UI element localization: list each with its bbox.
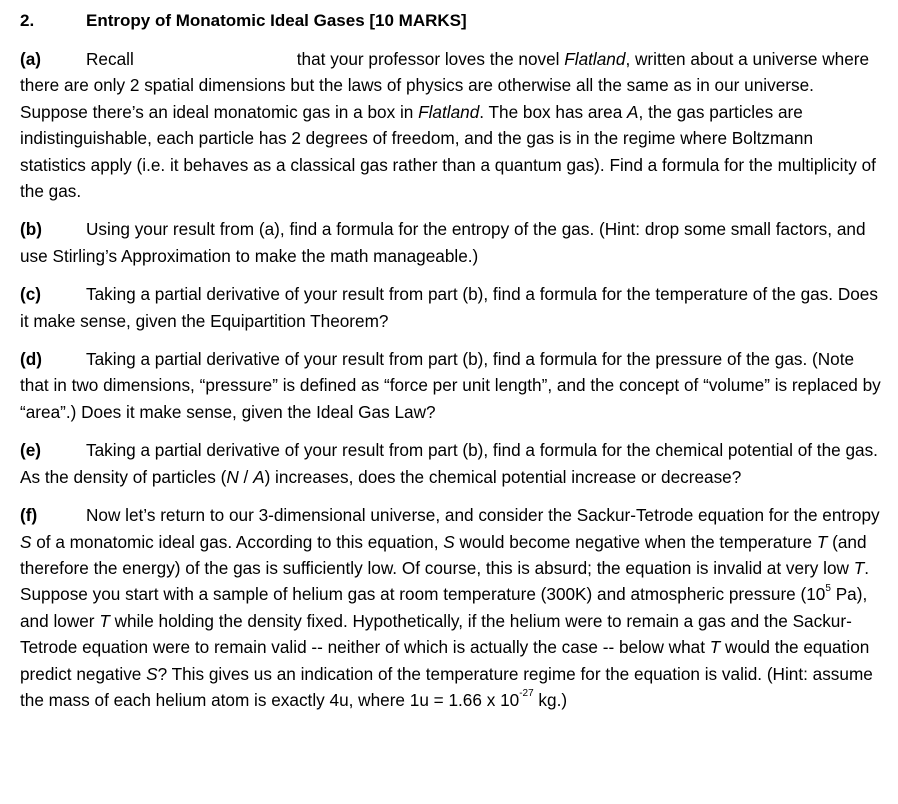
part-f-exponent-5: 5: [825, 582, 831, 594]
part-a-text: , the gas particles are indistinguishable, each particle has 2 degrees of freedom, and the gas is in the regime where Boltzmann statistics apply (i.e. it behaves as a classical gas rather than a quantum gas). Find a formula for the multiplicity of the gas.: [20, 101, 876, 202]
part-e-var-N: N: [226, 466, 239, 487]
part-b-text: Using your result from (a), find a formula for the entropy of the gas. (Hint: drop some small factors, and use Stirling’s Approximation to make the math manageable.): [20, 219, 866, 266]
part-f-var-T: T: [853, 557, 865, 578]
part-f-var-S: S: [146, 663, 158, 684]
part-f-text: ? This gives us an indication of the temperature regime for the equation is valid. (Hint: assume the mass of each helium atom is exactly 4u, where 1u = 1.66 x 10: [20, 663, 873, 710]
part-a-recall: Recall: [86, 49, 134, 69]
part-a-flatland-2: Flatland: [418, 101, 480, 122]
part-f-var-T: T: [99, 610, 110, 631]
part-b-label: (b): [20, 219, 42, 240]
part-b: [20, 216, 882, 269]
part-d-label: (d): [20, 349, 42, 370]
part-e-text: ) increases, does the chemical potential increase or decrease?: [264, 466, 742, 487]
part-e-var-A: A: [253, 466, 265, 487]
part-f-text: Now let’s return to our 3-dimensional universe, and consider the Sackur-Tetrode equation for the entropy: [86, 505, 880, 526]
part-f: [20, 502, 882, 713]
question-heading: [20, 8, 882, 34]
part-e-text: /: [238, 466, 254, 487]
part-a-text: that your professor loves the novel: [296, 49, 565, 69]
part-f-text: while holding the density fixed. Hypothetically, if the helium were to remain a gas and the Sackur-Tetrode equation were to remain valid -- neither of which is actually the case -- below what: [20, 610, 852, 658]
part-c: [20, 281, 882, 334]
part-a-flatland-1: Flatland: [564, 49, 626, 69]
part-e-label: (e): [20, 440, 42, 461]
part-f-text: of a monatomic ideal gas. According to this equation,: [31, 531, 444, 552]
part-c-label: (c): [20, 284, 42, 305]
part-f-text: would the equation predict negative: [20, 637, 870, 684]
part-f-text: kg.): [533, 689, 568, 710]
part-f-var-T: T: [709, 637, 721, 658]
part-f-text: would become negative when the temperature: [454, 531, 817, 552]
part-f-exponent-minus-27: -27: [519, 688, 534, 700]
part-a-var-A: A: [627, 101, 639, 122]
part-c-text: Taking a partial derivative of your result from part (b), find a formula for the temperature of the gas. Does it make sense, given the Equipartition Theorem?: [20, 284, 878, 331]
part-a-text: . The box has area: [479, 101, 628, 122]
part-f-var-S: S: [443, 531, 455, 552]
part-f-var-S: S: [20, 531, 32, 552]
part-f-text: (and therefore the energy) of the gas is sufficiently low. Of course, this is absurd; the equation is invalid at very low: [20, 531, 867, 578]
part-f-text: . Suppose you start with a sample of helium gas at room temperature (300K) and atmospheric pressure (10: [20, 557, 869, 605]
part-d-text: Taking a partial derivative of your result from part (b), find a formula for the pressure of the gas. (Note that in two dimensions, “pressure” is defined as “force per unit length”, and the concept of “volume” is replaced by “area”.) Does it make sense, given the Ideal Gas Law?: [20, 349, 881, 422]
part-a-text: , written about a universe where there are only 2 spatial dimensions but the laws of physics are otherwise all the same as in our universe. Suppose there’s an ideal monatomic gas in a box in: [20, 49, 870, 122]
question-title: Entropy of Monatomic Ideal Gases [10 MARKS]: [86, 11, 467, 30]
part-d: [20, 346, 882, 425]
part-f-text: Pa), and lower: [20, 584, 868, 631]
question-number: 2.: [20, 11, 35, 30]
part-a-label: (a): [20, 49, 42, 69]
part-e-text: Taking a partial derivative of your result from part (b), find a formula for the chemical potential of the gas. As the density of particles (: [20, 440, 878, 487]
part-f-var-T: T: [816, 531, 828, 552]
part-a: [20, 46, 882, 204]
part-f-label: (f): [20, 505, 38, 526]
part-e: [20, 437, 882, 490]
